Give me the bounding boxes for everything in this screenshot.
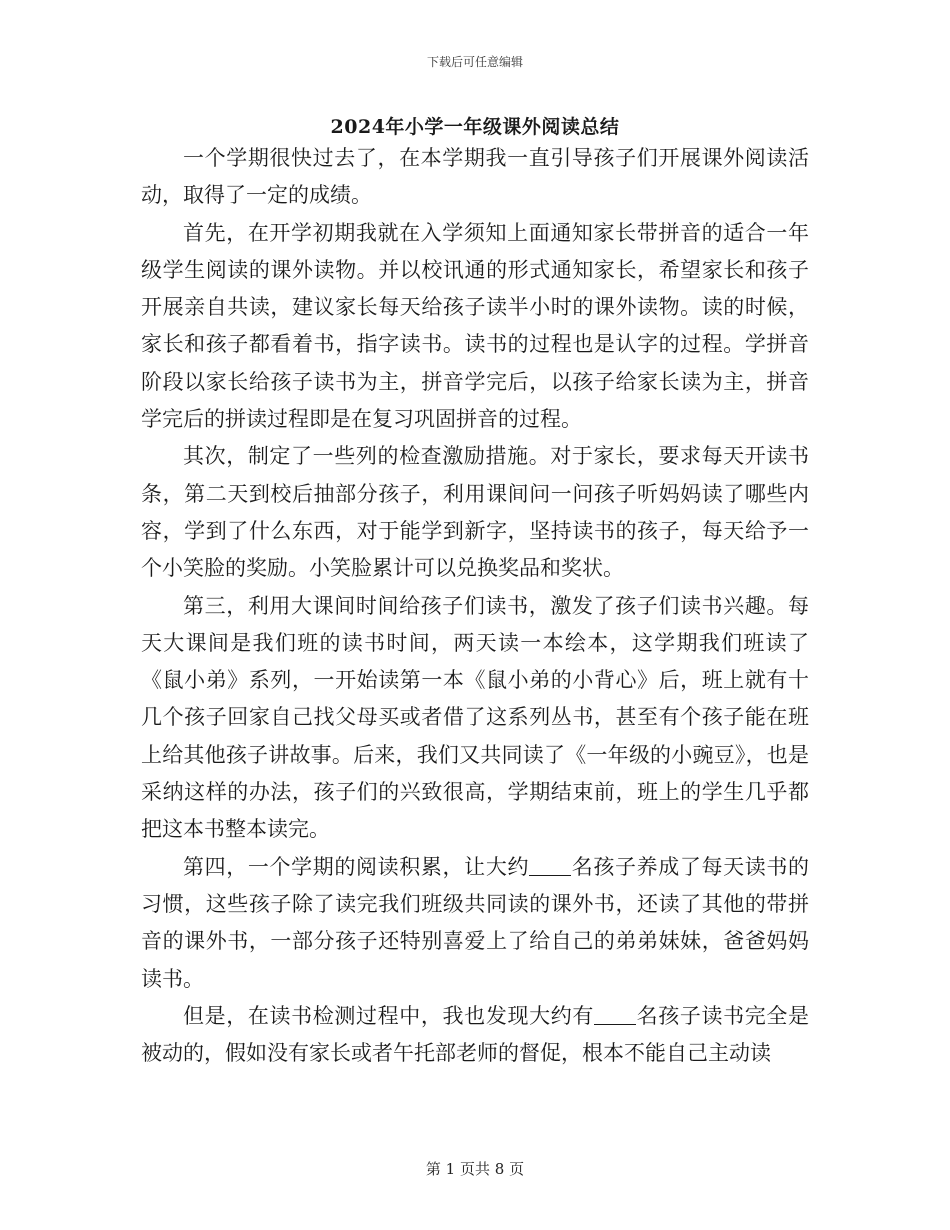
paragraph [141,998,809,1073]
paragraph: 首先，在开学初期我就在入学须知上面通知家长带拼音的适合一年级学生阅读的课外读物。并以校讯通的形式通知家长，希望家长和孩子开展亲自共读，建议家长每天给孩子读半小时的课外读物。读的时候，家长和孩子都看着书，指字读书。读书的过程也是认字的过程。学拼音阶段以家长给孩子读书为主，拼音学完后，以孩子给家长读为主，拼音学完后的拼读过程即是在复习巩固拼音的过程。 [141,220,809,432]
page-footer: 第 1 页共 8 页 [425,1160,525,1178]
paragraph: 第三，利用大课间时间给孩子们读书，激发了孩子们读书兴趣。每天大课间是我们班的读书时间，两天读一本绘本，这学期我们班读了《鼠小弟》系列，一开始读第一本《鼠小弟的小背心》后，班上就有十几个孩子回家自己找父母买或者借了这系列丛书，甚至有个孩子能在班上给其他孩子讲故事。后来，我们又共同读了《一年级的小豌豆》，也是采纳这样的办法，孩子们的兴致很高，学期结束前，班上的学生几乎都把这本书整本读完。 [141,593,809,842]
document-title: 2024年小学一年级课外阅读总结 [330,116,620,138]
header-note: 下载后可任意编辑 [426,55,523,69]
paragraph: 其次，制定了一些列的检查激励措施。对于家长，要求每天开读书条，第二天到校后抽部分孩子，利用课间问一问孩子听妈妈读了哪些内容，学到了什么东西，对于能学到新字，坚持读书的孩子，每天给予一个小笑脸的奖励。小笑脸累计可以兑换奖品和奖状。 [141,444,809,581]
paragraph-text: 名孩子读书完全是被动的，假如没有家长或者午托部老师的督促，根本不能自己主动读 [141,1003,810,1066]
fill-in-blank [594,1003,636,1025]
paragraph: 一个学期很快过去了，在本学期我一直引导孩子们开展课外阅读活动，取得了一定的成绩。 [141,146,809,208]
document-body [141,140,809,1072]
paragraph-text: 第四，一个学期的阅读积累，让大约 [183,854,530,879]
paragraph-text: 但是，在读书检测过程中，我也发现大约有 [183,1003,594,1028]
fill-in-blank [529,854,571,876]
paragraph-text: 名孩子养成了每天读书的习惯，这些孩子除了读完我们班级共同读的课外书，还读了其他的带拼音的课外书，一部分孩子还特别喜爱上了给自己的弟弟妹妹，爸爸妈妈读书。 [141,854,810,991]
paragraph [141,849,809,998]
